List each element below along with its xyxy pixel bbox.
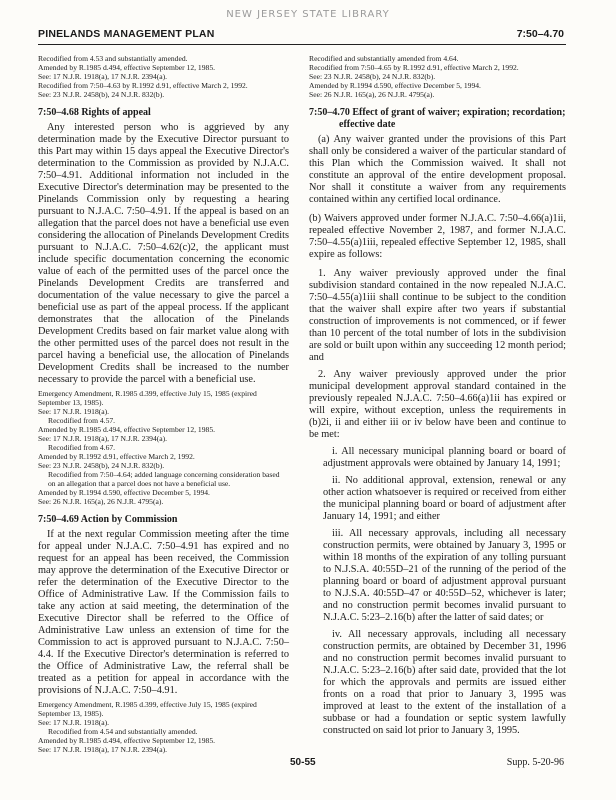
header-rule — [38, 44, 566, 45]
history-line: See: 23 N.J.R. 2458(b), 24 N.J.R. 832(b). — [309, 72, 436, 81]
subitem-i: i. All necessary municipal planning board or board of adjustment approvals were obtained by January 14, 1991; — [323, 446, 566, 469]
history-line: See: 17 N.J.R. 1918(a), 17 N.J.R. 2394(a). — [38, 745, 168, 754]
paragraph-b: (b) Waivers approved under former N.J.A.C. 7:50–4.66(a)1ii, repealed effective November 2, 1987, and former N.J.A.C. 7:50–4.55(a)1iii, repealed effective September 12, 1985, shall expire as follows: — [309, 213, 566, 260]
section-heading-4-70: 7:50–4.70 Effect of grant of waiver; expiration; recordation; effective date — [309, 107, 566, 130]
history-line: See: 17 N.J.R. 1918(a). — [38, 407, 110, 416]
paragraph-a: (a) Any waiver granted under the provisions of this Part shall only be considered a waiver of the particular standard of this Plan which the Commission waived. It shall not constitute an approval of the entire development proposal. Nor shall it constitute a waiver from any requirements contained within any certified local ordinance. — [309, 134, 566, 205]
history-line: Recodified from 7:50–4.63 by R.1992 d.91, effective March 2, 1992. — [38, 81, 248, 90]
history-line: See: 17 N.J.R. 1918(a), 17 N.J.R. 2394(a). — [38, 434, 168, 443]
history-line: Recodified from 7:50–4.65 by R.1992 d.91, effective March 2, 1992. — [309, 63, 519, 72]
history-line: Amended by R.1994 d.590, effective December 5, 1994. — [38, 488, 210, 497]
running-header-section: 7:50–4.70 — [516, 28, 564, 40]
history-line: See: 26 N.J.R. 165(a), 26 N.J.R. 4795(a). — [38, 497, 164, 506]
item-2: 2. Any waiver previously approved under the prior municipal development approval standard contained in the previously repealed N.J.A.C. 7:50–4.66(a)1ii has expired or will expire, without exception, unless the requirements in (b)2i, ii and either iii or iv below have been and continue to be met: — [309, 369, 566, 440]
item-1: 1. Any waiver previously approved under the final subdivision standard contained in the now repealed N.J.A.C. 7:50–4.55(a)1iii shall continue to be subject to the condition that the waiver shall expire after two years if substantial construction of improvements is not commenced, or if fewer than 10 percent of the total number of lots in the subdivision are sold or built upon within any succeeding 12 month period; and — [309, 268, 566, 363]
history-line: See: 17 N.J.R. 1918(a). — [38, 718, 110, 727]
history-line: Recodified from 4.54 and substantially amended. — [48, 727, 198, 736]
subitem-iv: iv. All necessary approvals, including all necessary construction permits, are obtained by December 31, 1996 and no construction permit becomes invalid pursuant to N.J.A.C. 5:23–2.16(b) after said date, provided that the lot for which the approvals and permits are issued either fronts on a road that prior to January 3, 1995 was improved at least to the extent of the installation of a subbase or had a foundation or septic system lawfully constructed on said lot prior to January 3, 1995. — [323, 629, 566, 736]
library-stamp: NEW JERSEY STATE LIBRARY — [226, 9, 390, 20]
history-line: Emergency Amendment, R.1985 d.399, effective July 15, 1985 (expired September 13, 1985). — [38, 389, 257, 407]
subitem-iii: iii. All necessary approvals, including all necessary construction permits, were obtained by January 3, 1995 or within 18 months of the expiration of any tolling pursuant to N.J.S.A. 40:55D–21 of the running of the period of the planning board or board of adjustment approval pursuant to N.J.S.A. 40:55D–47 or 40:55D–52, whichever is later; and no construction permit becomes invalid pursuant to N.J.A.C. 5:23–2.16(b) after the latter of said dates; or — [323, 528, 566, 623]
history-note-4-68 — [38, 389, 289, 506]
right-column — [309, 54, 566, 736]
history-line: See: 17 N.J.R. 1918(a), 17 N.J.R. 2394(a). — [38, 72, 168, 81]
section-body-4-69: If at the next regular Commission meeting after the time for appeal under N.J.A.C. 7:50–4.91 has expired and no request for an appeal has been received, the Commission may approve the determination of the Executive Director or refer the determination of the Executive Director to the Office of Administrative Law. If the Commission fails to take any action at said meeting, the determination of the Executive Director shall be referred to the Office of Administrative Law unless an extension of time for the Commission to act is approved pursuant to N.J.A.C. 7:50–4.4. If the Executive Director's determination is referred to the Office of Administrative Law, the referral shall be treated as a petition for appeal in accordance with the provisions of N.J.A.C. 7:50–4.91. — [38, 529, 289, 696]
page-number: 50-55 — [290, 757, 316, 768]
history-line: Amended by R.1985 d.494, effective September 12, 1985. — [38, 63, 216, 72]
history-line: See: 26 N.J.R. 165(a), 26 N.J.R. 4795(a). — [309, 90, 435, 99]
subitem-ii: ii. No additional approval, extension, renewal or any other action whatsoever is required or received from either the municipal planning board or board of adjustment after January 14, 1991; and either — [323, 475, 566, 522]
history-line: See: 23 N.J.R. 2458(b), 24 N.J.R. 832(b). — [38, 461, 165, 470]
supplement-date: Supp. 5-20-96 — [506, 757, 564, 768]
history-line: Recodified from 7:50–4.64; added language concerning consideration based on an allegation that a parcel does not have a beneficial use. — [48, 470, 280, 488]
history-line: Amended by R.1992 d.91, effective March 2, 1992. — [38, 452, 195, 461]
running-header-title: PINELANDS MANAGEMENT PLAN — [38, 28, 215, 40]
history-line: Amended by R.1985 d.494, effective September 12, 1985. — [38, 736, 216, 745]
history-line: Amended by R.1985 d.494, effective September 12, 1985. — [38, 425, 216, 434]
history-note-top-right — [309, 54, 566, 99]
section-heading-4-69: 7:50–4.69 Action by Commission — [38, 514, 178, 525]
section-heading-4-68: 7:50–4.68 Rights of appeal — [38, 107, 151, 118]
history-line: Recodified from 4.57. — [48, 416, 116, 425]
history-line: Emergency Amendment, R.1985 d.399, effective July 15, 1985 (expired September 13, 1985). — [38, 700, 257, 718]
history-line: Recodified from 4.53 and substantially amended. — [38, 54, 188, 63]
history-line: Amended by R.1994 d.590, effective December 5, 1994. — [309, 81, 481, 90]
history-note-4-69 — [38, 700, 289, 754]
section-body-4-68: Any interested person who is aggrieved by any determination made by the Executive Director pursuant to this Part may within 15 days appeal the Executive Director's determination to the Commission as provided by N.J.A.C. 7:50–4.91. Additional information not included in the Executive Director's determination may be presented to the Pinelands Commission only by requesting a hearing pursuant to N.J.A.C. 7:50–4.91. If the appeal is based on an allegation that the parcel does not have a beneficial use even considering the allocation of Pinelands Development Credits pursuant to N.J.A.C. 7:50–4.62(c)2, the applicant must include specific documentation concerning the economic value of each of the permitted uses of the parcel once the Pinelands Development Credits are transferred and documentation of the value necessary to give the parcel a beneficial use as part of the appeal process. If the applicant demonstrates that the allocation of the Pinelands Development Credits based on fair market value along with the other permitted uses of the parcel does not result in the parcel having a beneficial use, the allocation of Pinelands Development Credits shall be increased to the number necessary to provide the parcel with a beneficial use. — [38, 122, 289, 385]
history-line: Recodified from 4.67. — [48, 443, 116, 452]
history-line: See: 23 N.J.R. 2458(b), 24 N.J.R. 832(b). — [38, 90, 165, 99]
left-column — [38, 54, 289, 754]
history-note-top — [38, 54, 289, 99]
history-line: Recodified and substantially amended from 4.64. — [309, 54, 459, 63]
